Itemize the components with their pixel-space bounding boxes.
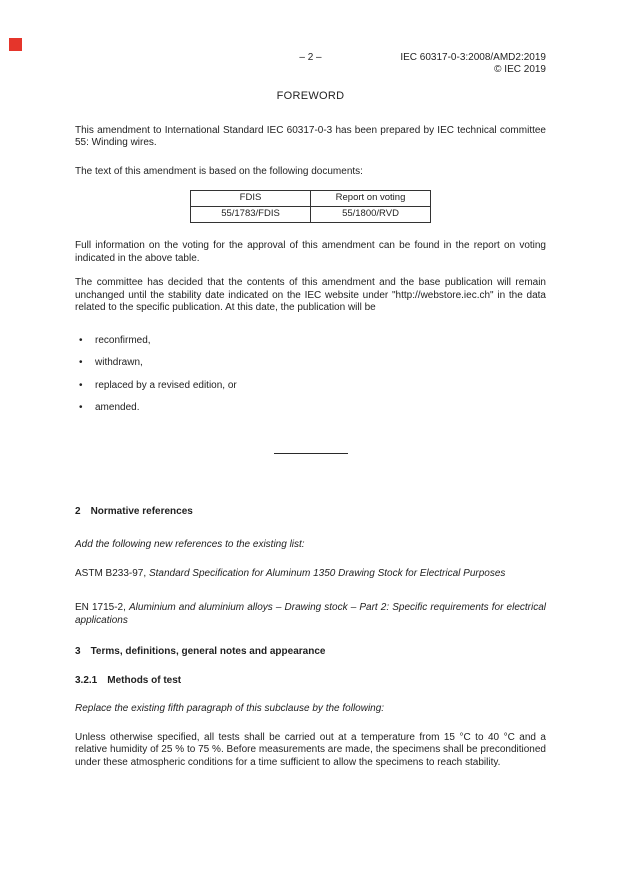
separator-line xyxy=(274,453,348,454)
red-annotation-icon xyxy=(9,38,22,51)
page-header xyxy=(75,52,546,76)
reference-title: Standard Specification for Aluminum 1350 Drawing Stock for Electrical Purposes xyxy=(148,567,506,579)
bullet-list xyxy=(75,335,546,415)
paragraph: This amendment to International Standard IEC 60317-0-3 has been prepared by IEC technical committee 55: Winding wires. xyxy=(75,124,546,148)
clause-title: Methods of test xyxy=(107,674,182,686)
table-header-row xyxy=(191,191,431,207)
clause-number: 3.2.1 xyxy=(75,674,98,686)
list-item xyxy=(75,380,546,393)
clause-number: 2 xyxy=(75,505,81,517)
paragraph: The committee has decided that the contents of this amendment and the base publication will remain unchanged until the stability date indicated on the IEC website under "http://webstore.iec.ch" in the data related to the specific publication. At this date, the publication will be xyxy=(75,277,546,313)
table-header-cell: Report on voting xyxy=(311,191,431,207)
list-item-text: amended. xyxy=(95,402,140,413)
paragraph: Unless otherwise specified, all tests shall be carried out at a temperature from 15 °C to 40 °C and a relative humidity of 25 % to 75 %. Before measurements are made, the specimens shall be preconditioned under these atmospheric conditions for a time sufficient to allow the specimens to reach stability. xyxy=(75,731,546,768)
clause-number: 3 xyxy=(75,646,81,657)
normative-reference xyxy=(75,602,546,627)
clause-title: Normative references xyxy=(90,505,193,517)
table-row xyxy=(191,207,431,223)
foreword-title: FOREWORD xyxy=(276,90,345,102)
list-item-text: replaced by a revised edition, or xyxy=(95,379,237,391)
normative-reference xyxy=(75,568,546,581)
document-reference: IEC 60317-0-3:2008/AMD2:2019 xyxy=(400,52,546,63)
reference-id: EN 1715-2, xyxy=(75,602,126,613)
list-item xyxy=(75,357,546,370)
reference-id: ASTM B233-97, xyxy=(75,567,147,579)
reference-title: Aluminium and aluminium alloys – Drawing stock – Part 2: Specific requirements for electrical applications xyxy=(75,602,546,626)
voting-documents-table xyxy=(190,190,431,223)
table-cell: 55/1783/FDIS xyxy=(191,207,311,223)
copyright-notice: © IEC 2019 xyxy=(494,64,546,75)
table-header-cell: FDIS xyxy=(191,191,311,207)
subclause-heading-methods-of-test xyxy=(75,675,546,688)
section-heading-normative-references xyxy=(75,506,546,519)
page-number: – 2 – xyxy=(299,52,322,63)
paragraph: Full information on the voting for the approval of this amendment can be found in the report on voting indicated in the above table. xyxy=(75,240,546,264)
amendment-instruction: Replace the existing fifth paragraph of this subclause by the following: xyxy=(75,703,385,714)
list-item xyxy=(75,402,546,415)
paragraph: The text of this amendment is based on the following documents: xyxy=(75,165,363,177)
list-item-text: withdrawn, xyxy=(95,357,143,368)
table-cell: 55/1800/RVD xyxy=(311,207,431,223)
list-item-text: reconfirmed, xyxy=(95,334,151,346)
list-item xyxy=(75,335,546,348)
amendment-instruction: Add the following new references to the existing list: xyxy=(75,539,305,550)
section-heading-terms-definitions xyxy=(75,646,546,659)
clause-title: Terms, definitions, general notes and appearance xyxy=(90,646,326,657)
